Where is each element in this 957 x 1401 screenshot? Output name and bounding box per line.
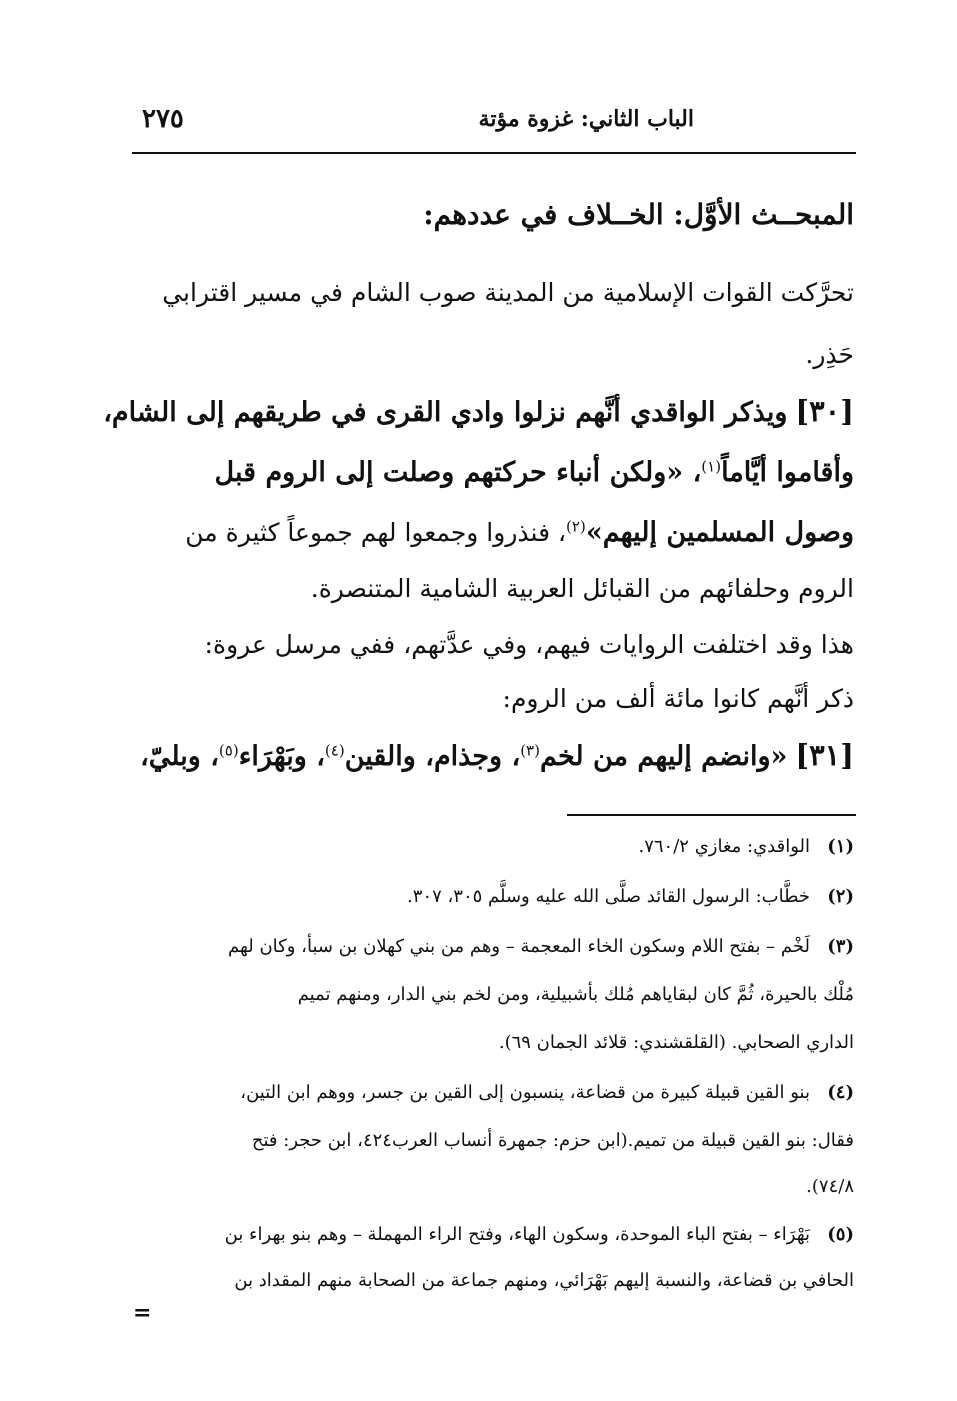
footnote-text: بَهْرَاء – بفتح الباء الموحدة، وسكون الهاء، وفتح الراء المهملة – وهم بنو بهراء بن — [224, 1224, 810, 1245]
page-header — [132, 100, 854, 146]
text-run: الروم وحلفائهم من القبائل العربية الشامية المتنصرة. — [310, 574, 854, 603]
footnote-text: مُلْك بالحيرة، ثُمَّ كان لبقاياهم مُلك بأشبيلية، ومن لخم بني الدار، ومنهم تميم — [297, 984, 854, 1005]
footnote-text: خطَّاب: الرسول القائد صلَّى الله عليه وسلَّم ٣٠٥، ٣٠٧. — [407, 886, 810, 907]
footnote-line — [298, 984, 854, 1005]
header-rule — [132, 152, 856, 154]
page-number: ٢٧٥ — [142, 104, 184, 134]
text-run: هذا وقد اختلفت الروايات فيهم، وفي عدَّتهم، ففي مرسل عروة: — [204, 630, 854, 659]
body-line — [162, 262, 854, 324]
chapter-title: الباب الثاني: غزوة مؤتة — [478, 106, 694, 132]
body-line — [103, 380, 854, 444]
footnote-ref: (٥) — [218, 741, 239, 760]
footnote-ref: (٤) — [324, 741, 345, 760]
footnote-number: (٣) — [827, 936, 854, 957]
footnote-line — [240, 1082, 854, 1103]
footnote-ref: (١) — [701, 457, 722, 476]
text-run: ، وبليّ، — [140, 741, 219, 772]
section-heading: المبحــث الأوَّل: الخــلاف في عددهم: — [423, 198, 854, 231]
footnote-rule — [567, 814, 856, 816]
continuation-mark: = — [133, 1300, 152, 1326]
footnote-text: بنو القين قبيلة كبيرة من قضاعة، ينسبون إلى القين بن جسر، ووهم ابن التين، — [240, 1082, 810, 1103]
footnote-ref: (٢) — [566, 517, 586, 536]
body-line — [805, 324, 854, 386]
footnote-line — [638, 836, 854, 857]
body-line — [185, 502, 854, 564]
footnote-line — [234, 1270, 854, 1291]
footnote-number: (٤) — [827, 1082, 854, 1103]
text-run: ذكر أنَّهم كانوا مائة ألف من الروم: — [502, 684, 854, 713]
footnote-line — [499, 1032, 854, 1053]
footnote-line — [407, 886, 854, 907]
footnote-text: ٧٤/٨). — [806, 1176, 854, 1197]
footnote-line — [228, 936, 854, 957]
text-run: ، وجذام، والقين — [344, 741, 521, 772]
body-line — [140, 724, 854, 788]
text-run: ، فنذروا وجمعوا لهم جموعاً كثيرة من — [185, 518, 567, 547]
body-line — [215, 442, 854, 504]
footnote-text: الحافي بن قضاعة، والنسبة إليهم بَهْرَائي، ومنهم جماعة من الصحابة منهم المقداد بن — [234, 1270, 854, 1291]
body-line — [311, 558, 854, 620]
text-run: تحرَّكت القوات الإسلامية من المدينة صوب الشام في مسير اقترابي — [162, 278, 854, 307]
footnote-line — [225, 1224, 854, 1245]
text-run: حَذِر. — [805, 340, 854, 369]
footnote-line — [806, 1176, 854, 1197]
footnote-number: (٥) — [827, 1224, 854, 1245]
footnote-text: لَخْم – بفتح اللام وسكون الخاء المعجمة – وهم من بني كهلان بن سبأ، وكان لهم — [227, 936, 810, 957]
text-run: ‏«‏وانضم إليهم من لخم — [539, 741, 788, 772]
footnote-text: فقال: بنو القين قبيلة من تميم.(ابن حزم: جمهرة أنساب العرب٤٢٤، ابن حجر: فتح — [251, 1130, 854, 1151]
text-run: وأقاموا أيَّاماً — [721, 457, 854, 488]
footnote-number: (٢) — [827, 886, 854, 907]
body-line — [205, 614, 854, 676]
paragraph-marker: [٣٠] — [795, 394, 854, 428]
footnote-number: (١) — [827, 836, 854, 857]
footnote-line — [252, 1130, 854, 1151]
footnote-ref: (٣) — [520, 741, 540, 760]
text-run: وصول المسلمين إليهم» — [585, 517, 854, 548]
text-run: ، ‏«‏ولكن أنباء حركتهم وصلت إلى الروم قبل — [214, 457, 702, 488]
paragraph-marker: [٣١] — [795, 738, 854, 772]
text-run: ، وبَهْرَاء — [238, 741, 325, 772]
body-line — [503, 668, 854, 730]
text-run: ويذكر الواقدي أنَّهم نزلوا وادي القرى في طريقهم إلى الشام، — [103, 397, 788, 428]
footnote-text: الداري الصحابي. (القلقشندي: قلائد الجمان ٦٩). — [498, 1032, 854, 1053]
footnote-text: الواقدي: مغازي ٧٦٠/٢. — [638, 836, 810, 857]
